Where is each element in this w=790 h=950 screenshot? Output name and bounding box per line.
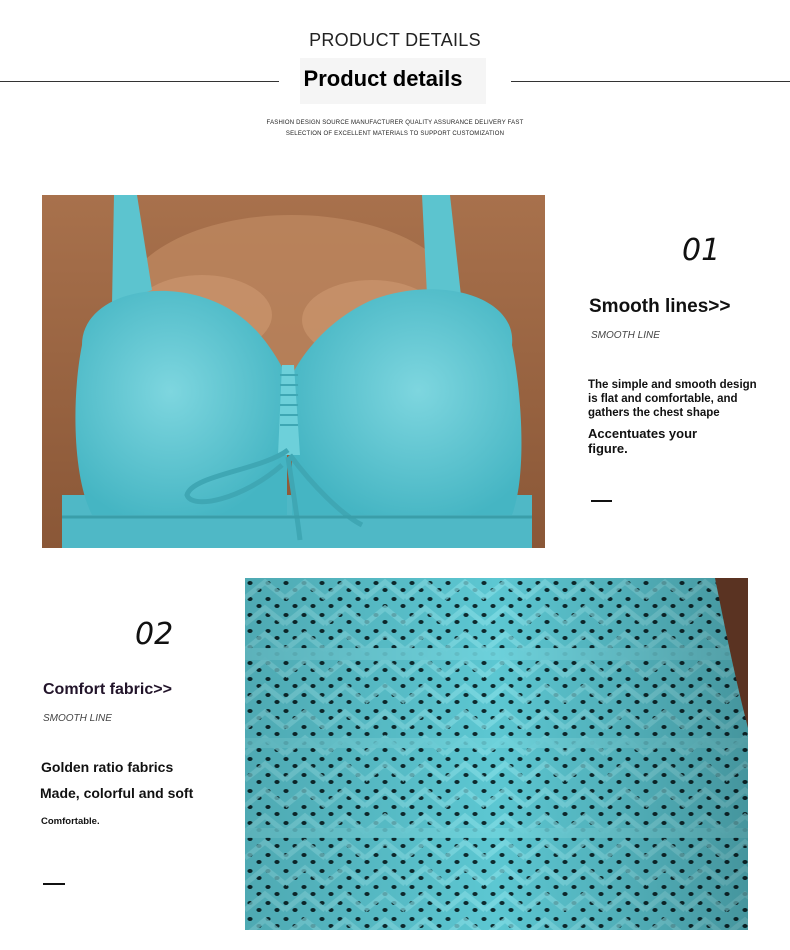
feature-desc-line: Made, colorful and soft bbox=[40, 785, 194, 801]
section-eyebrow: PRODUCT DETAILS bbox=[309, 30, 481, 50]
feature-number: 02 bbox=[135, 617, 174, 652]
feature-dash bbox=[43, 883, 65, 885]
feature-subtitle: SMOOTH LINE bbox=[43, 713, 112, 724]
divider-left bbox=[0, 81, 279, 82]
feature-desc-line: The simple and smooth design bbox=[588, 379, 757, 391]
feature-dash bbox=[591, 500, 612, 502]
feature-desc-line: Accentuates your bbox=[588, 426, 698, 441]
page-title: Product details bbox=[303, 66, 463, 91]
feature-desc-line: Comfortable. bbox=[41, 816, 100, 827]
product-photo-fabric bbox=[245, 578, 748, 930]
feature-desc-line: is flat and comfortable, and bbox=[588, 393, 738, 405]
feature-number: 01 bbox=[682, 233, 721, 268]
tagline-line-1: FASHION DESIGN SOURCE MANUFACTURER QUALITY ASSURANCE DELIVERY FAST bbox=[266, 120, 524, 126]
feature-desc-line: gathers the chest shape bbox=[588, 407, 720, 419]
feature-title: Comfort fabric>> bbox=[43, 681, 172, 698]
feature-title: Smooth lines>> bbox=[589, 296, 731, 317]
tagline-line-2: SELECTION OF EXCELLENT MATERIALS TO SUPPORT CUSTOMIZATION bbox=[285, 131, 505, 137]
feature-desc-line: figure. bbox=[588, 441, 628, 456]
divider-right bbox=[511, 81, 790, 82]
feature-desc-line: Golden ratio fabrics bbox=[41, 759, 174, 775]
feature-subtitle: SMOOTH LINE bbox=[591, 330, 660, 341]
product-photo-bust bbox=[42, 195, 545, 548]
